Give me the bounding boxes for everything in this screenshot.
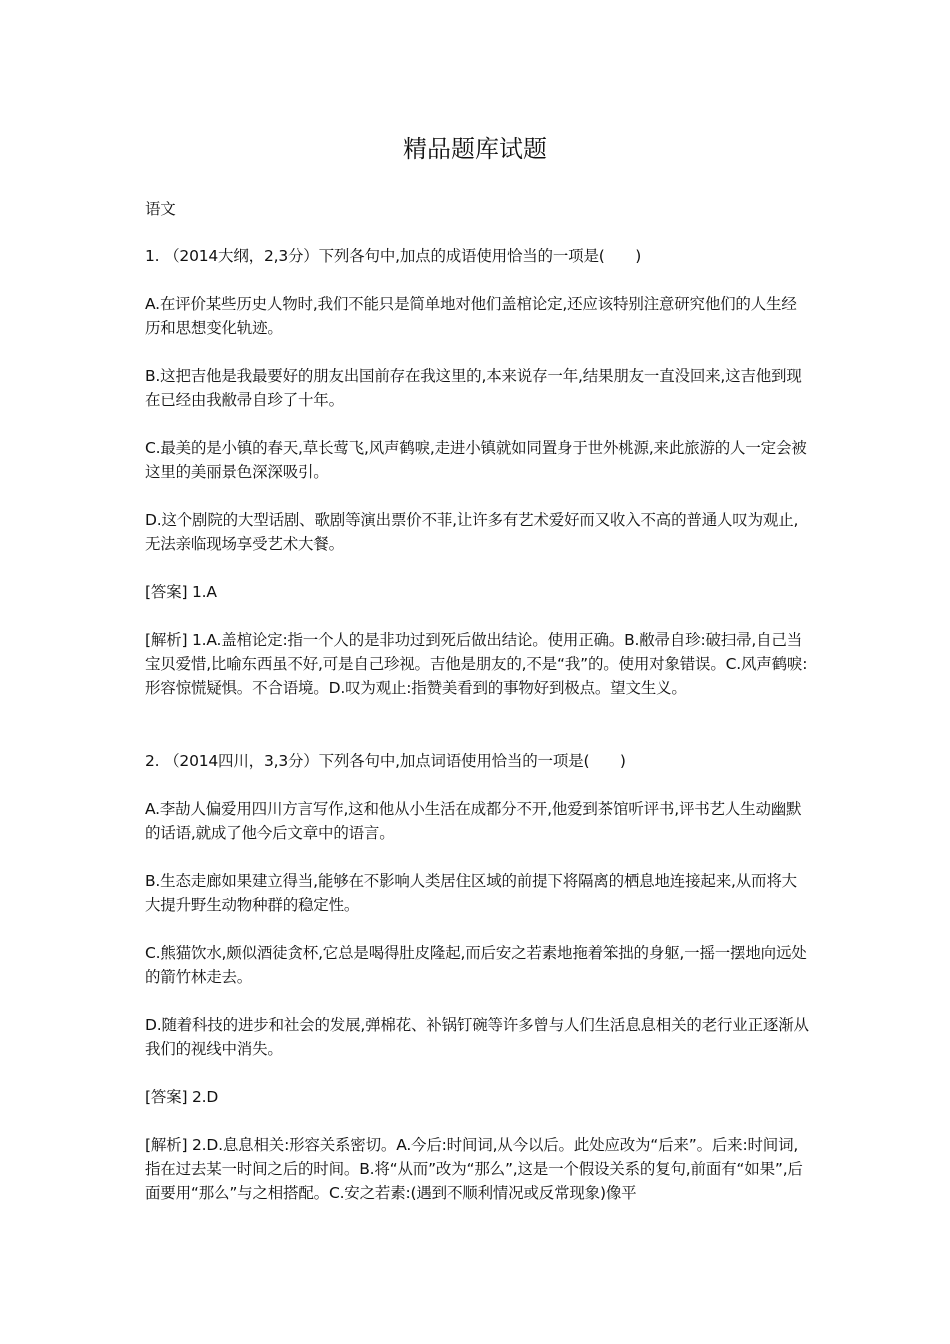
question-2-option-d: D.随着科技的进步和社会的发展,弹棉花、补锅钉碗等许多曾与人们生活息息相关的老行业正逐渐从我们的视线中消失。 [145,1016,809,1058]
question-2-option-b: B.生态走廊如果建立得当,能够在不影响人类居住区域的前提下将隔离的栖息地连接起来,从而将大大提升野生动物种群的稳定性。 [145,872,797,914]
question-2-answer: [答案] 2.D [145,1088,219,1106]
question-1-option-d: D.这个剧院的大型话剧、歌剧等演出票价不菲,让许多有艺术爱好而又收入不高的普通人叹为观止,无法亲临现场享受艺术大餐。 [145,511,799,553]
question-2-stem: 2. （2014四川，3,3分）下列各句中,加点词语使用恰当的一项是( ) [145,752,626,770]
question-1-answer: [答案] 1.A [145,583,217,601]
subject-label: 语文 [145,200,176,218]
question-2-analysis: [解析] 2.D.息息相关:形容关系密切。A.今后:时间词,从今以后。此处应改为“后来”。后来:时间词,指在过去某一时间之后的时间。B.将“从而”改为“那么”,这是一个假设关系的复句,前面有“如果”,后面要用“那么”与之相搭配。C.安之若素:(遇到不顺利情况或反常现象)像平 [145,1136,803,1202]
question-1-option-a: A.在评价某些历史人物时,我们不能只是简单地对他们盖棺论定,还应该特别注意研究他们的人生经历和思想变化轨迹。 [145,295,797,337]
question-1-analysis: [解析] 1.A.盖棺论定:指一个人的是非功过到死后做出结论。使用正确。B.敝帚自珍:破扫帚,自己当宝贝爱惜,比喻东西虽不好,可是自己珍视。吉他是朋友的,不是“我”的。使用对象错误。C.风声鹤唳:形容惊慌疑惧。不合语境。D.叹为观止:指赞美看到的事物好到极点。望文生义。 [145,631,808,697]
question-1-option-c: C.最美的是小镇的春天,草长莺飞,风声鹤唳,走进小镇就如同置身于世外桃源,来此旅游的人一定会被这里的美丽景色深深吸引。 [145,439,807,481]
page-title: 精品题库试题 [403,135,547,163]
question-1-stem: 1. （2014大纲，2,3分）下列各句中,加点的成语使用恰当的一项是( ) [145,247,642,265]
question-1-option-b: B.这把吉他是我最要好的朋友出国前存在我这里的,本来说存一年,结果朋友一直没回来,这吉他到现在已经由我敝帚自珍了十年。 [145,367,802,409]
question-2-option-a: A.李劼人偏爱用四川方言写作,这和他从小生活在成都分不开,他爱到茶馆听评书,评书艺人生动幽默的话语,就成了他今后文章中的语言。 [145,800,802,842]
question-2-option-c: C.熊猫饮水,颇似酒徒贪杯,它总是喝得肚皮隆起,而后安之若素地拖着笨拙的身躯,一摇一摆地向远处的箭竹林走去。 [145,944,807,986]
